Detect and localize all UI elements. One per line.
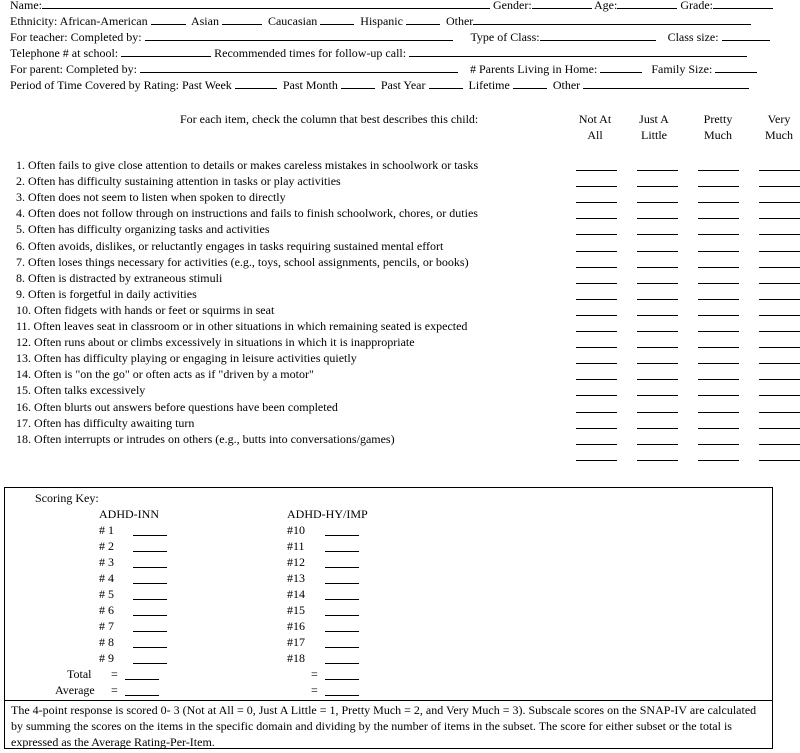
column-header-pretty-much — [691, 111, 745, 143]
item-text: 16. Often blurts out answers before questions have been completed — [16, 400, 338, 414]
rating-blank[interactable] — [576, 428, 617, 429]
equals-sign: = — [311, 683, 318, 697]
equals-sign: = — [311, 667, 318, 681]
hy-header: ADHD-HY/IMP — [287, 507, 368, 521]
hy-item-label: #10 — [287, 523, 305, 537]
equals-sign: = — [111, 667, 118, 681]
inn-item-label: # 2 — [99, 539, 114, 553]
rating-blank[interactable] — [576, 315, 617, 316]
ethnicity-field[interactable] — [222, 13, 262, 25]
gender-field[interactable] — [532, 0, 592, 9]
rating-blank[interactable] — [637, 170, 678, 171]
inn-item-label: # 5 — [99, 587, 114, 601]
ethnicity-field[interactable] — [320, 13, 354, 25]
item-text: 8. Often is distracted by extraneous stimuli — [16, 271, 223, 285]
item-text: 15. Often talks excessively — [16, 383, 146, 397]
rating-blank[interactable] — [637, 186, 678, 187]
rating-blank[interactable] — [698, 395, 739, 396]
item-text: 14. Often is "on the go" or often acts as if "driven by a motor" — [16, 367, 314, 381]
rating-blank[interactable] — [698, 299, 739, 300]
header-row-telephone — [10, 45, 747, 61]
rating-blank[interactable] — [576, 379, 617, 380]
recommended-times-label: Recommended times for follow-up call: — [214, 46, 407, 60]
header-row-parent — [10, 61, 757, 77]
inn-total-field[interactable] — [125, 679, 159, 680]
rating-blank[interactable] — [576, 218, 617, 219]
rating-blank[interactable] — [698, 218, 739, 219]
rating-blank[interactable] — [759, 331, 800, 332]
rating-blank[interactable] — [698, 251, 739, 252]
item-text: 2. Often has difficulty sustaining attention in tasks or play activities — [16, 174, 341, 188]
family-size-field[interactable] — [715, 61, 757, 73]
item-text: 9. Often is forgetful in daily activities — [16, 287, 197, 301]
teacher-label: For teacher: Completed by: — [10, 30, 142, 44]
rating-blank[interactable] — [637, 218, 678, 219]
rating-blank[interactable] — [759, 299, 800, 300]
ethnicity-label: Ethnicity: — [10, 14, 58, 28]
age-label: Age: — [594, 0, 618, 12]
item-text: 11. Often leaves seat in classroom or in other situations in which remaining seated is expected — [16, 319, 468, 333]
item-text: 10. Often fidgets with hands or feet or squirms in seat — [16, 303, 275, 317]
hy-score-field[interactable] — [325, 567, 359, 568]
name-label: Name: — [10, 0, 42, 12]
rating-blank[interactable] — [576, 267, 617, 268]
rating-blank[interactable] — [698, 202, 739, 203]
rating-blank[interactable] — [759, 460, 800, 461]
family-size-label: Family Size: — [651, 62, 713, 76]
rating-blank[interactable] — [637, 234, 678, 235]
item-text: 13. Often has difficulty playing or engaging in leisure activities quietly — [16, 351, 357, 365]
ethnicity-option: African-American — [59, 14, 148, 28]
rating-blank[interactable] — [637, 395, 678, 396]
equals-sign: = — [111, 683, 118, 697]
instructions: For each item, check the column that best describes this child: — [180, 112, 479, 126]
rating-blank[interactable] — [759, 283, 800, 284]
inn-score-field[interactable] — [133, 599, 167, 600]
rating-blank[interactable] — [698, 347, 739, 348]
rating-blank[interactable] — [759, 251, 800, 252]
average-label: Average — [55, 683, 95, 697]
rating-blank[interactable] — [698, 234, 739, 235]
grade-label: Grade: — [680, 0, 713, 12]
column-header-just-a-little — [627, 111, 681, 143]
rating-blank[interactable] — [576, 186, 617, 187]
item-text: 17. Often has difficulty awaiting turn — [16, 416, 195, 430]
inn-item-label: # 1 — [99, 523, 114, 537]
divider — [5, 700, 772, 701]
telephone-label: Telephone # at school: — [10, 46, 119, 60]
inn-item-label: # 4 — [99, 571, 114, 585]
class-size-label: Class size: — [667, 30, 719, 44]
hy-item-label: #12 — [287, 555, 305, 569]
inn-item-label: # 6 — [99, 603, 114, 617]
ethnicity-other-field[interactable] — [473, 13, 751, 25]
rating-blank[interactable] — [698, 363, 739, 364]
rating-blank[interactable] — [637, 428, 678, 429]
period-field[interactable] — [341, 77, 375, 89]
column-header-line: Much — [765, 128, 793, 142]
rating-blank[interactable] — [698, 283, 739, 284]
period-field[interactable] — [429, 77, 463, 89]
period-option: Past Year — [380, 78, 426, 92]
rating-blank[interactable] — [759, 218, 800, 219]
column-header-line: All — [587, 128, 603, 142]
rating-blank[interactable] — [637, 315, 678, 316]
rating-blank[interactable] — [698, 428, 739, 429]
rating-blank[interactable] — [759, 234, 800, 235]
rating-blank[interactable] — [698, 315, 739, 316]
rating-blank[interactable] — [576, 331, 617, 332]
rating-blank[interactable] — [759, 395, 800, 396]
rating-blank[interactable] — [698, 412, 739, 413]
total-label: Total — [67, 667, 92, 681]
inn-item-label: # 3 — [99, 555, 114, 569]
telephone-field[interactable] — [121, 45, 211, 57]
column-header-line: Little — [641, 128, 667, 142]
column-header-line: Pretty — [703, 112, 733, 126]
column-header-not-at-all — [568, 111, 622, 143]
scoring-box — [4, 487, 773, 749]
rating-blank[interactable] — [576, 363, 617, 364]
inn-score-field[interactable] — [133, 567, 167, 568]
rating-blank[interactable] — [698, 267, 739, 268]
hy-total-field[interactable] — [325, 679, 359, 680]
rating-blank[interactable] — [759, 412, 800, 413]
rating-blank[interactable] — [637, 460, 678, 461]
rating-blank[interactable] — [698, 444, 739, 445]
rating-blank[interactable] — [576, 299, 617, 300]
rating-blank[interactable] — [637, 251, 678, 252]
period-option: Lifetime — [468, 78, 510, 92]
hy-score-field[interactable] — [325, 631, 359, 632]
name-field[interactable] — [42, 0, 490, 9]
parents-living-label: # Parents Living in Home: — [469, 62, 598, 76]
inn-average-field[interactable] — [125, 695, 159, 696]
rating-blank[interactable] — [576, 202, 617, 203]
hy-score-field[interactable] — [325, 551, 359, 552]
ethnicity-option: Caucasian — [267, 14, 318, 28]
inn-score-field[interactable] — [133, 663, 167, 664]
grade-field[interactable] — [713, 0, 773, 9]
rating-blank[interactable] — [759, 267, 800, 268]
rating-blank[interactable] — [637, 267, 678, 268]
period-option: Past Week — [182, 78, 232, 92]
period-field[interactable] — [235, 77, 277, 89]
hy-average-field[interactable] — [325, 695, 359, 696]
header-row-name — [10, 0, 773, 13]
header-row-ethnicity — [10, 13, 751, 29]
hy-item-label: #17 — [287, 635, 305, 649]
inn-score-field[interactable] — [133, 615, 167, 616]
parents-living-field[interactable] — [600, 61, 642, 73]
gender-label: Gender: — [493, 0, 532, 12]
rating-blank[interactable] — [576, 395, 617, 396]
rating-blank[interactable] — [637, 331, 678, 332]
column-header-line: Very — [767, 112, 791, 126]
rating-blank[interactable] — [759, 315, 800, 316]
header-row-period — [10, 77, 749, 93]
rating-blank[interactable] — [698, 460, 739, 461]
inn-header: ADHD-INN — [99, 507, 159, 521]
type-of-class-field[interactable] — [540, 29, 656, 41]
rating-blank[interactable] — [637, 444, 678, 445]
scoring-title: Scoring Key: — [35, 491, 99, 505]
rating-blank[interactable] — [637, 347, 678, 348]
item-text: 5. Often has difficulty organizing tasks and activities — [16, 222, 270, 236]
rating-blank[interactable] — [759, 347, 800, 348]
rating-blank[interactable] — [576, 444, 617, 445]
rating-blank[interactable] — [698, 170, 739, 171]
hy-item-label: #18 — [287, 651, 305, 665]
parent-field[interactable] — [140, 61, 458, 73]
period-field[interactable] — [513, 77, 547, 89]
inn-score-field[interactable] — [133, 551, 167, 552]
rating-blank[interactable] — [759, 186, 800, 187]
ethnicity-option: Hispanic — [360, 14, 403, 28]
scoring-note: The 4-point response is scored 0- 3 (Not at All = 0, Just A Little = 1, Pretty Much = 2, and Very Much = 3). Subscale scores on the SNAP-IV are calculated by summing the scores on the items in the specific domain and dividing by the number of items in the subset. The score for either subset or the total is expressed as the Average Rating-Per-Item. — [11, 703, 757, 749]
rating-blank[interactable] — [576, 251, 617, 252]
ethnicity-field[interactable] — [406, 13, 440, 25]
inn-item-label: # 7 — [99, 619, 114, 633]
hy-score-field[interactable] — [325, 599, 359, 600]
hy-score-field[interactable] — [325, 535, 359, 536]
column-header-line: Just A — [639, 112, 669, 126]
item-text: 4. Often does not follow through on instructions and fails to finish schoolwork, chores, or duties — [16, 206, 478, 220]
hy-item-label: #14 — [287, 587, 305, 601]
rating-blank[interactable] — [759, 170, 800, 171]
period-label: Period of Time Covered by Rating: — [10, 78, 179, 92]
rating-blank[interactable] — [698, 331, 739, 332]
ethnicity-option: Asian — [190, 14, 219, 28]
inn-score-field[interactable] — [133, 631, 167, 632]
item-text: 12. Often runs about or climbs excessively in situations in which it is inappropriate — [16, 335, 415, 349]
column-header-very-much — [752, 111, 800, 143]
rating-blank[interactable] — [637, 363, 678, 364]
age-field[interactable] — [617, 0, 677, 9]
hy-item-label: #15 — [287, 603, 305, 617]
rating-blank[interactable] — [637, 283, 678, 284]
ethnicity-field[interactable] — [151, 13, 186, 25]
rating-blank[interactable] — [637, 379, 678, 380]
rating-blank[interactable] — [576, 460, 617, 461]
recommended-times-field[interactable] — [409, 45, 747, 57]
column-header-line: Much — [704, 128, 732, 142]
inn-item-label: # 9 — [99, 651, 114, 665]
hy-item-label: #13 — [287, 571, 305, 585]
column-header-line: Not At — [578, 112, 612, 126]
item-text: 18. Often interrupts or intrudes on others (e.g., butts into conversations/games) — [16, 432, 395, 446]
parent-label: For parent: Completed by: — [10, 62, 137, 76]
inn-score-field[interactable] — [133, 583, 167, 584]
rating-blank[interactable] — [576, 170, 617, 171]
hy-item-label: #11 — [287, 539, 305, 553]
header-row-teacher — [10, 29, 770, 45]
rating-blank[interactable] — [759, 379, 800, 380]
ethnicity-option: Other — [445, 14, 474, 28]
inn-score-field[interactable] — [133, 535, 167, 536]
rating-blank[interactable] — [576, 283, 617, 284]
period-other-field[interactable] — [583, 77, 749, 89]
rating-blank[interactable] — [759, 363, 800, 364]
hy-item-label: #16 — [287, 619, 305, 633]
rating-blank[interactable] — [576, 234, 617, 235]
rating-blank[interactable] — [637, 412, 678, 413]
rating-blank[interactable] — [698, 186, 739, 187]
rating-blank[interactable] — [759, 444, 800, 445]
item-text: 1. Often fails to give close attention to details or makes careless mistakes in schoolwork or tasks — [16, 158, 479, 172]
type-of-class-label: Type of Class: — [470, 30, 540, 44]
hy-score-field[interactable] — [325, 663, 359, 664]
rating-blank[interactable] — [759, 202, 800, 203]
inn-score-field[interactable] — [133, 647, 167, 648]
rating-blank[interactable] — [698, 379, 739, 380]
item-text: 6. Often avoids, dislikes, or reluctantly engages in tasks requiring sustained mental effort — [16, 239, 444, 253]
hy-score-field[interactable] — [325, 583, 359, 584]
teacher-field[interactable] — [145, 29, 453, 41]
rating-blank[interactable] — [759, 428, 800, 429]
class-size-field[interactable] — [722, 29, 770, 41]
period-option: Other — [552, 78, 581, 92]
inn-item-label: # 8 — [99, 635, 114, 649]
hy-score-field[interactable] — [325, 647, 359, 648]
rating-blank[interactable] — [576, 347, 617, 348]
period-option: Past Month — [282, 78, 338, 92]
item-text: 3. Often does not seem to listen when spoken to directly — [16, 190, 286, 204]
item-text: 7. Often loses things necessary for activities (e.g., toys, school assignments, pencils, or books) — [16, 255, 469, 269]
hy-score-field[interactable] — [325, 615, 359, 616]
rating-blank[interactable] — [637, 299, 678, 300]
rating-blank[interactable] — [637, 202, 678, 203]
rating-blank[interactable] — [576, 412, 617, 413]
